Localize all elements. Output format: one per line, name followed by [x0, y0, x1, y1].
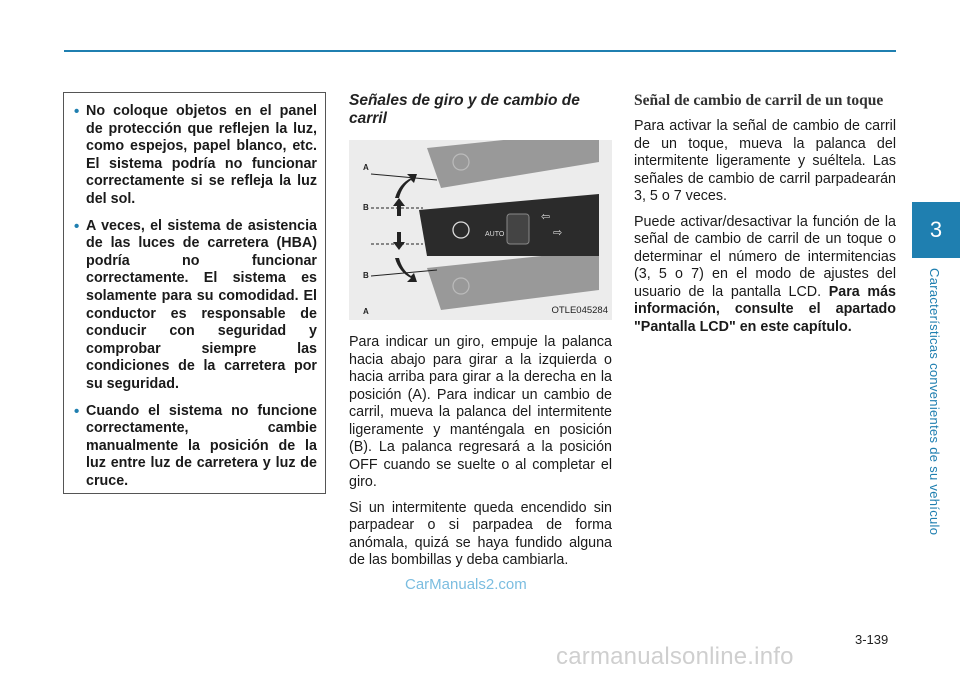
warning-text: Cuando el sistema no funcione correctamente, cambie manualmente la posición de la luz entre luz de carretera y luz de cruce. — [86, 402, 317, 489]
figure-code: OTLE045284 — [551, 305, 608, 316]
auto-label: AUTO — [485, 231, 505, 238]
turn-signals-section — [349, 92, 612, 578]
lever-knob — [507, 214, 529, 244]
warning-text: No coloque objetos en el panel de protección que reflejen la luz, como espejos, papel blanco, etc. El sistema podría no funcionar correctamente si se refleja la luz del sol. — [86, 103, 317, 207]
chapter-title: Características convenientes de su vehículo — [927, 268, 942, 536]
turn-signal-lever-figure — [349, 140, 612, 320]
top-rule — [64, 50, 896, 52]
body-paragraph: Para indicar un giro, empuje la palanca hacia abajo para girar a la izquierda o hacia arriba para girar a la derecha en la posición (A). Para indicar un cambio de carril, mueva la palanca del intermitente ligeramente y manténgala en posición (B). La palanca regresará a la posición OFF cuando se suelte o al completar el giro. — [349, 334, 612, 490]
lane-change-section — [634, 92, 896, 344]
label-b-bottom: B — [363, 271, 369, 280]
body-text: Puede activar/desactivar la función de la señal de cambio de carril de un toque o determinar el número de intermitencias (3, 5 o 7) en el modo de ajustes del usuario de la pantalla LCD. — [634, 213, 896, 300]
warning-item — [74, 218, 317, 394]
watermark-link[interactable]: CarManuals2.com — [405, 576, 527, 593]
section-title: Señales de giro y de cambio de carril — [349, 92, 580, 127]
ref-line-a-top — [371, 174, 437, 180]
label-a-top: A — [363, 163, 369, 172]
section-title: Señal de cambio de carril de un toque — [634, 92, 884, 109]
body-paragraph — [634, 214, 896, 337]
body-text-bold: Para más información, consulte el apartado "Pantalla LCD" en este capítulo. — [634, 283, 897, 335]
signal-arrow-icon: ⇦ — [541, 210, 551, 223]
bullet-icon: • — [74, 103, 80, 120]
chapter-badge — [912, 202, 960, 258]
label-b-top: B — [363, 203, 369, 212]
warning-text: A veces, el sistema de asistencia de las luces de carretera (HBA) podría no funcionar correctamente. El sistema es solamente para su comodidad. El conductor es responsable de conducir con seguridad y comprobar siempre las condiciones de la carretera por su seguridad. — [86, 217, 317, 392]
signal-arrow-icon: ⇨ — [553, 226, 563, 239]
arrow-up-icon — [393, 198, 405, 216]
chapter-number: 3 — [929, 217, 943, 242]
watermark-footer: carmanualsonline.info — [556, 643, 794, 670]
label-a-bottom: A — [363, 307, 369, 316]
warning-item — [74, 103, 317, 209]
curved-arrow-down-icon — [395, 258, 417, 282]
warning-item — [74, 403, 317, 491]
warning-box — [63, 92, 326, 494]
body-paragraph: Si un intermitente queda encendido sin parpadear o si parpadea de forma anómala, quizá se haya fundido alguna de las bombillas y deba cambiarla. — [349, 499, 612, 568]
bullet-icon: • — [74, 402, 80, 420]
bullet-icon: • — [74, 217, 80, 235]
arrow-down-icon — [393, 232, 405, 250]
body-paragraph: Para activar la señal de cambio de carril de un toque, mueva la palanca del intermitente ligeramente y suéltela. Las señales de cambio de carril parpadearán 3, 5 o 7 veces. — [634, 118, 896, 204]
lever-ghost-lower — [427, 250, 599, 310]
warning-list — [74, 103, 317, 490]
lever-illustration — [349, 140, 612, 320]
page-number: 3-139 — [855, 632, 889, 647]
